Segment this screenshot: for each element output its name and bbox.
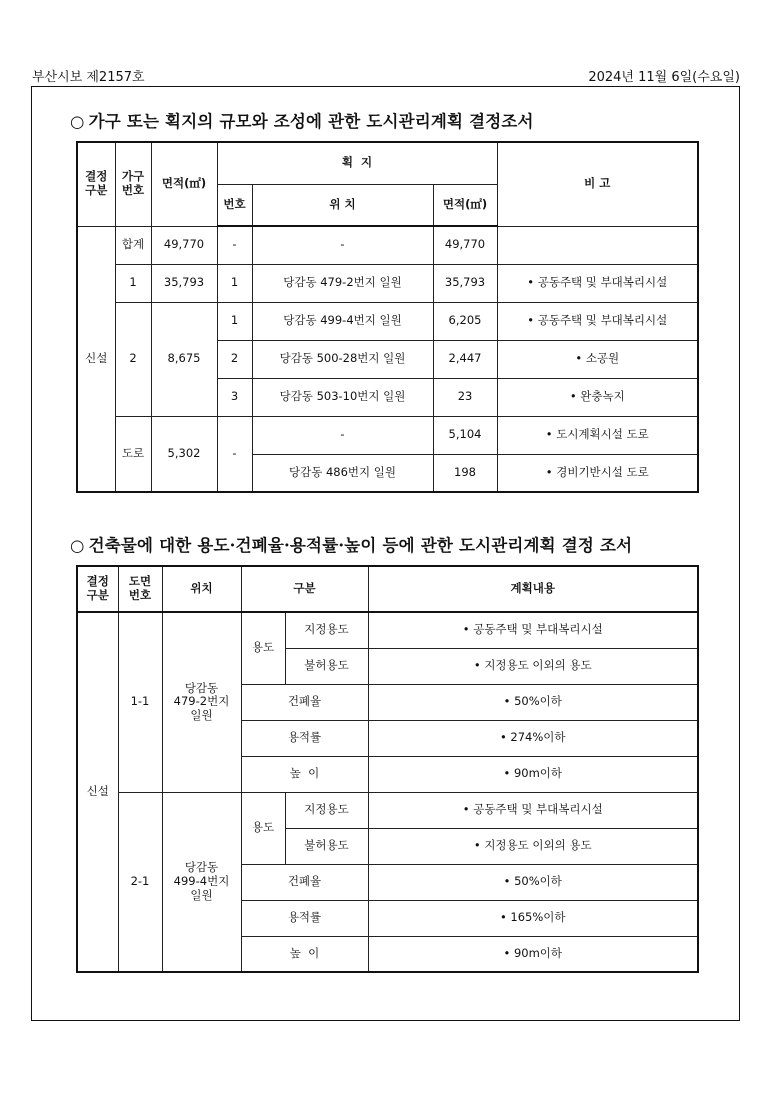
use-label-cell: 용도 (241, 612, 285, 684)
prohibited-label-cell: 불허용도 (285, 648, 368, 684)
location-cell: 당감동 500-28번지 일원 (252, 340, 433, 378)
lot-area-cell: 2,447 (433, 340, 497, 378)
location-cell: 당감동 479-2번지 일원 (162, 612, 241, 792)
bcr-label-cell: 건폐율 (241, 684, 368, 720)
table-row (77, 416, 698, 454)
building-plan-table (76, 565, 699, 973)
block-lot-table (76, 141, 699, 493)
bulletin-date: 2024년 11월 6일(수요일) (588, 70, 740, 85)
lot-no-cell: 1 (217, 264, 252, 302)
far-label-cell: 용적률 (241, 900, 368, 936)
designated-cell: • 공동주택 및 부대복리시설 (368, 792, 698, 828)
remark-cell: • 공동주택 및 부대복리시설 (497, 302, 698, 340)
header-category: 구분 (241, 566, 368, 612)
header-decision: 결정 구분 (77, 566, 118, 612)
block-cell: 도로 (115, 416, 151, 492)
far-cell: • 165%이하 (368, 900, 698, 936)
remark-cell: • 도시계획시설 도로 (497, 416, 698, 454)
table-row (77, 264, 698, 302)
header-block-no: 가구 번호 (115, 142, 151, 226)
table-row (77, 302, 698, 340)
prohibited-label-cell: 불허용도 (285, 828, 368, 864)
lot-no-cell: - (217, 416, 252, 492)
bcr-label-cell: 건폐율 (241, 864, 368, 900)
table-row (77, 792, 698, 828)
location-cell: 당감동 499-4번지 일원 (162, 792, 241, 972)
header-lot-no: 번호 (217, 184, 252, 226)
section2-title-text: 건축물에 대한 용도·건폐율·용적률·높이 등에 관한 도시관리계획 결정 조서 (88, 536, 633, 555)
header-remarks: 비 고 (497, 142, 698, 226)
section2-marker: ○ (70, 536, 85, 555)
table-row (77, 612, 698, 648)
header-decision: 결정 구분 (77, 142, 115, 226)
header-map-no: 도면 번호 (118, 566, 162, 612)
remark-cell: • 공동주택 및 부대복리시설 (497, 264, 698, 302)
location-cell: 당감동 499-4번지 일원 (252, 302, 433, 340)
lot-area-cell: 23 (433, 378, 497, 416)
designated-label-cell: 지정용도 (285, 792, 368, 828)
prohibited-cell: • 지정용도 이외의 용도 (368, 648, 698, 684)
block-cell: 합계 (115, 226, 151, 264)
area-cell: 35,793 (151, 264, 217, 302)
lot-area-cell: 5,104 (433, 416, 497, 454)
header-lot-location: 위 치 (252, 184, 433, 226)
location-cell: - (252, 416, 433, 454)
lot-no-cell: 2 (217, 340, 252, 378)
lot-area-cell: 35,793 (433, 264, 497, 302)
height-label-cell: 높 이 (241, 936, 368, 972)
block-cell: 1 (115, 264, 151, 302)
remark-cell: • 완충녹지 (497, 378, 698, 416)
location-cell: 당감동 479-2번지 일원 (252, 264, 433, 302)
lot-no-cell: - (217, 226, 252, 264)
section2-title (70, 532, 632, 556)
far-cell: • 274%이하 (368, 720, 698, 756)
area-cell: 5,302 (151, 416, 217, 492)
header-location: 위치 (162, 566, 241, 612)
height-label-cell: 높 이 (241, 756, 368, 792)
header-lot: 획 지 (217, 142, 497, 184)
location-cell: 당감동 486번지 일원 (252, 454, 433, 492)
bulletin-issue: 부산시보 제2157호 (32, 70, 145, 85)
map-no-cell: 2-1 (118, 792, 162, 972)
decision-cell: 신설 (77, 612, 118, 972)
remark-cell: • 경비기반시설 도로 (497, 454, 698, 492)
location-cell: 당감동 503-10번지 일원 (252, 378, 433, 416)
header-area: 면적(㎡) (151, 142, 217, 226)
height-cell: • 90m이하 (368, 936, 698, 972)
prohibited-cell: • 지정용도 이외의 용도 (368, 828, 698, 864)
use-label-cell: 용도 (241, 792, 285, 864)
area-cell: 49,770 (151, 226, 217, 264)
bcr-cell: • 50%이하 (368, 864, 698, 900)
lot-no-cell: 1 (217, 302, 252, 340)
bcr-cell: • 50%이하 (368, 684, 698, 720)
lot-area-cell: 198 (433, 454, 497, 492)
lot-area-cell: 49,770 (433, 226, 497, 264)
block-cell: 2 (115, 302, 151, 416)
section1-title-text: 가구 또는 획지의 규모와 조성에 관한 도시관리계획 결정조서 (88, 112, 534, 131)
header-lot-area: 면적(㎡) (433, 184, 497, 226)
far-label-cell: 용적률 (241, 720, 368, 756)
section1-title (70, 108, 534, 132)
section1-marker: ○ (70, 112, 85, 131)
height-cell: • 90m이하 (368, 756, 698, 792)
designated-label-cell: 지정용도 (285, 612, 368, 648)
remark-cell (497, 226, 698, 264)
header-content: 계획내용 (368, 566, 698, 612)
table-row (77, 226, 698, 264)
map-no-cell: 1-1 (118, 612, 162, 792)
lot-no-cell: 3 (217, 378, 252, 416)
decision-cell: 신설 (77, 226, 115, 492)
lot-area-cell: 6,205 (433, 302, 497, 340)
designated-cell: • 공동주택 및 부대복리시설 (368, 612, 698, 648)
area-cell: 8,675 (151, 302, 217, 416)
location-cell: - (252, 226, 433, 264)
remark-cell: • 소공원 (497, 340, 698, 378)
